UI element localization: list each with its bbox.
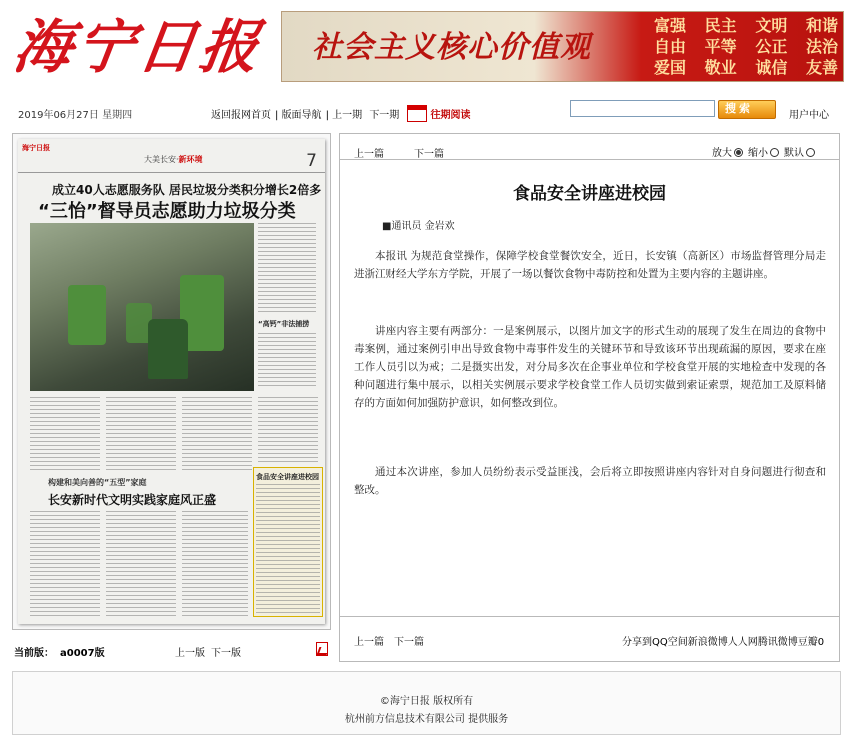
edition-value: a0007版 [60, 648, 105, 659]
font-size-control [712, 144, 820, 159]
value-text: 富强 [654, 16, 687, 35]
value-text: 文明 [755, 16, 788, 35]
value-text: 法治 [805, 37, 838, 56]
side-headline[interactable]: “高钙”非法捕捞 [258, 320, 310, 328]
font-default-label: 默认 [784, 148, 804, 159]
value-text: 敬业 [704, 58, 737, 77]
article-paragraph: 讲座内容主要有两部分：一是案例展示，以图片加文字的形式生动的展现了发生在周边的食物中毒案例，通过案例引申出导致食物中毒事件发生的关键环节和导致该环节出现疏漏的原因，要求在座工作人员引以为戒；二是摄实出发，对分局多次在企事业单位和学校食堂开展的实地检查中发现的各种问题进行集中展示，以相关实例展示要求学校食堂工作人员切实做到索证索票，规范加工及原料储存的方面如何加强防护意识，如何整改到位。 [354, 325, 826, 409]
article-bottombar [340, 616, 839, 662]
newspaper-page-image[interactable] [18, 139, 325, 624]
values-row [654, 15, 838, 36]
page-number: 7 [306, 151, 317, 171]
page-header [18, 139, 325, 173]
next-article-link[interactable]: 下一篇 [414, 149, 444, 160]
issue-date: 2019年06月27日 星期四 [18, 110, 133, 121]
home-link[interactable]: 返回报网首页 [211, 110, 271, 121]
footer [12, 671, 841, 735]
next-page-link[interactable]: 下一版 [211, 648, 241, 659]
past-issues-link[interactable]: 往期阅读 [430, 110, 471, 121]
highlight-headline: 食品安全讲座进校园 [256, 473, 319, 481]
page-nav-link[interactable]: 版面导航 [281, 110, 322, 121]
issue-nav: 返回报网首页 | 版面导航 | 上一期 下一期 往期阅读 [211, 106, 475, 124]
search-button[interactable]: 搜 索 [718, 100, 776, 119]
font-larger-label: 放大 [712, 148, 732, 159]
value-text: 公正 [755, 37, 788, 56]
font-larger-radio[interactable] [734, 148, 743, 157]
prev-article-link[interactable]: 上一篇 [354, 149, 384, 160]
prev-issue-link[interactable]: 上一期 [332, 110, 363, 121]
value-text: 和谐 [805, 16, 838, 35]
current-article-highlight[interactable] [253, 467, 323, 617]
edition-label: 当前版： [14, 648, 54, 659]
newspaper-logo[interactable]: 海宁日报 [9, 13, 267, 81]
next-issue-link[interactable]: 下一期 [369, 110, 400, 121]
page-section [144, 154, 203, 165]
lead-story-photo[interactable] [30, 223, 254, 391]
article-paragraph: 通过本次讲座，参加人员纷纷表示受益匪浅，会后将立即按照讲座内容针对自身问题进行彻查和整改。 [354, 466, 826, 496]
core-values-grid [654, 15, 838, 78]
article-title: 食品安全讲座进校园 [513, 184, 666, 204]
lead-story-subtitle[interactable]: 成立40人志愿服务队 居民垃圾分类积分增长2倍多 [52, 183, 322, 197]
value-text: 民主 [704, 16, 737, 35]
font-smaller-radio[interactable] [770, 148, 779, 157]
value-text: 爱国 [654, 58, 687, 77]
value-text: 友善 [805, 58, 838, 77]
article-topbar [340, 134, 839, 160]
font-default-radio[interactable] [806, 148, 815, 157]
toolbar [0, 98, 851, 124]
value-text: 平等 [704, 37, 737, 56]
copyright-text: ©海宁日报 版权所有 [379, 696, 474, 707]
article-paragraph: 本报讯 为规范食堂操作，保障学校食堂餐饮安全，近日，长安镇（高新区）市场监督管理分局走进浙江财经大学东方学院，开展了一场以餐饮食物中毒防控和处置为主要内容的主题讲座。 [354, 250, 826, 280]
calendar-icon[interactable] [407, 105, 427, 122]
lead-story-title[interactable]: “三怡”督导员志愿助力垃圾分类 [38, 201, 296, 222]
article-author: ■通讯员 金岩欢 [382, 221, 455, 232]
masthead [0, 0, 851, 96]
page-preview-panel [12, 133, 331, 630]
values-row [654, 57, 838, 78]
next-article-link-bottom[interactable]: 下一篇 [394, 637, 424, 648]
prev-article-link-bottom[interactable]: 上一篇 [354, 637, 384, 648]
article-panel [339, 133, 840, 662]
core-values-banner [281, 11, 844, 82]
values-row [654, 36, 838, 57]
search-input[interactable] [570, 100, 715, 117]
story2-subtitle[interactable]: 构建和美向善的“五型”家庭 [48, 478, 147, 487]
font-smaller-label: 缩小 [748, 148, 768, 159]
value-text: 自由 [654, 37, 687, 56]
user-center-link[interactable]: 用户中心 [789, 110, 829, 121]
pdf-icon[interactable] [316, 642, 328, 656]
side-column [258, 223, 318, 391]
section-name: 新环境 [178, 155, 203, 164]
section-prefix: 大美长安· [144, 155, 179, 164]
story2-title[interactable]: 长安新时代文明实践家庭风正盛 [48, 493, 217, 507]
provider-text: 杭州前方信息技术有限公司 提供服务 [344, 714, 509, 725]
page-brand: 海宁日报 [22, 144, 50, 152]
edition-bar [12, 640, 332, 660]
share-links[interactable]: 分享到QQ空间新浪微博人人网腾讯微博豆瓣0 [622, 637, 825, 648]
banner-slogan: 社会主义核心价值观 [312, 30, 591, 65]
value-text: 诚信 [755, 58, 788, 77]
prev-page-link[interactable]: 上一版 [175, 648, 205, 659]
